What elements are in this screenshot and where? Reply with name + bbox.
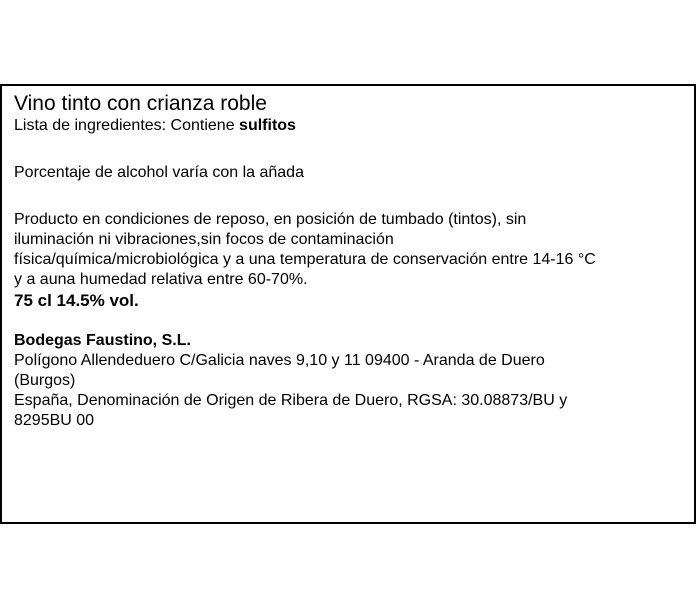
conditions-line: física/química/microbiológica y a una temperatura de conservación entre 14-16 °C [14, 251, 596, 268]
conditions-line: Producto en condiciones de reposo, en posición de tumbado (tintos), sin [14, 211, 527, 228]
conditions-line: y a auna humedad relativa entre 60-70%. [14, 271, 308, 288]
conditions-line: iluminación ni vibraciones,sin focos de contaminación [14, 231, 394, 248]
address-line: España, Denominación de Origen de Ribera de Duero, RGSA: 30.08873/BU y [14, 392, 568, 409]
ingredients-highlight: sulfitos [239, 117, 296, 134]
product-label-box [0, 84, 696, 524]
ingredients-prefix: Lista de ingredientes: Contiene [14, 117, 240, 134]
storage-conditions [14, 210, 682, 290]
producer-address [14, 351, 682, 431]
address-line: (Burgos) [14, 372, 76, 389]
volume-alcohol: 75 cl 14.5% vol. [14, 291, 139, 310]
ingredients-line [14, 116, 682, 136]
address-line: 8295BU 00 [14, 412, 95, 429]
address-line: Polígono Allendeduero C/Galicia naves 9,10 y 11 09400 - Aranda de Duero [14, 352, 545, 369]
product-title: Vino tinto con crianza roble [14, 92, 267, 115]
producer-name: Bodegas Faustino, S.L. [14, 332, 191, 349]
alcohol-note: Porcentaje de alcohol varía con la añada [14, 164, 304, 181]
